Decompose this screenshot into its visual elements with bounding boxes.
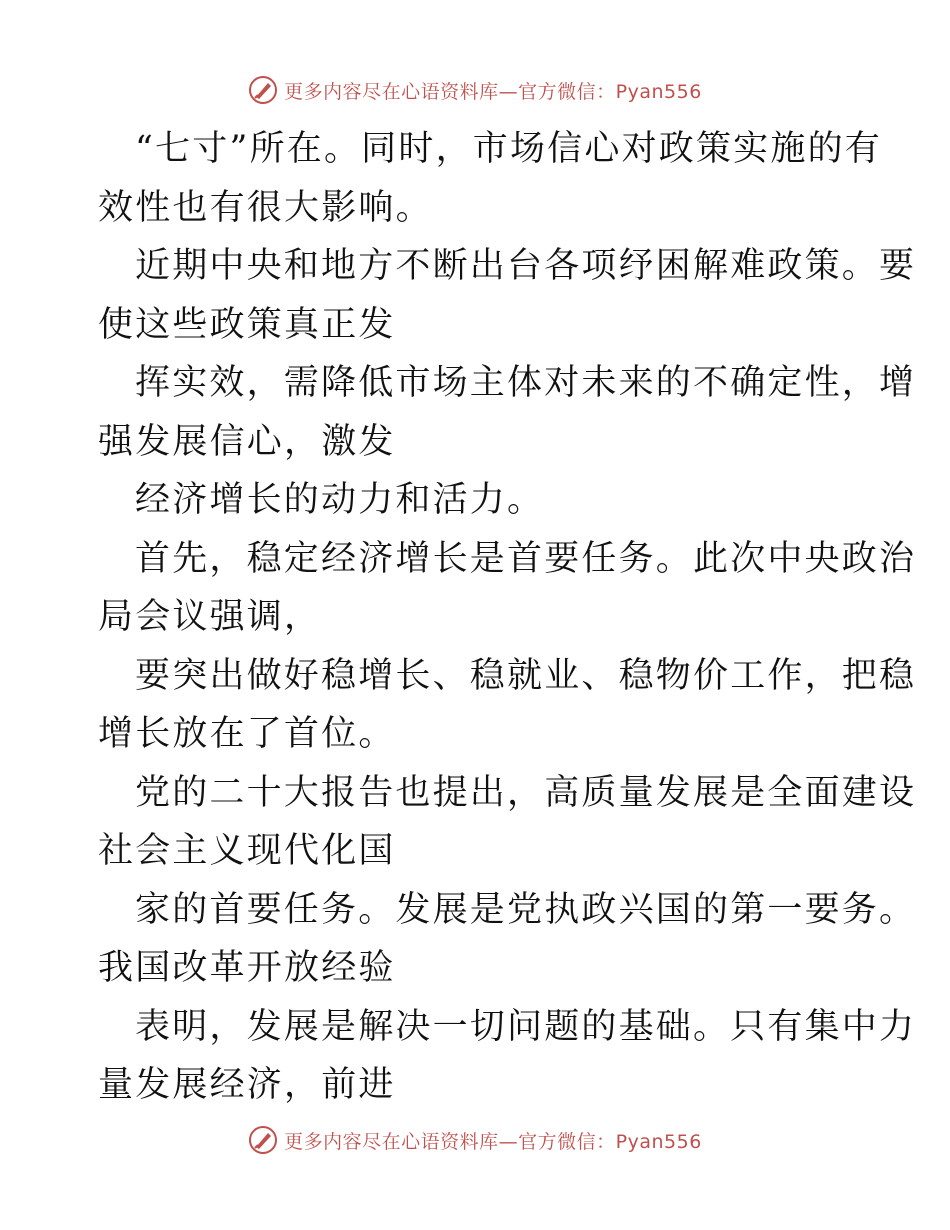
- text-line: 党的二十大报告也提出，高质量发展是全面建设: [135, 772, 917, 813]
- feather-pen-seal-icon: [248, 1125, 278, 1155]
- footer-watermark-banner: [0, 1120, 950, 1160]
- text-line: 表明，发展是解决一切问题的基础。只有集中力: [135, 1006, 917, 1047]
- text-line: 挥实效，需降低市场主体对未来的不确定性，增: [135, 363, 917, 403]
- document-body: [98, 120, 917, 1115]
- text-line: 首先，稳定经济增长是首要任务。此次中央政治: [135, 538, 917, 579]
- text-line: 效性也有很大影响。: [98, 187, 433, 228]
- text-line: 经济增长的动力和活力。: [135, 480, 545, 520]
- text-line: 使这些政策真正发: [98, 304, 396, 345]
- text-line: 家的首要任务。发展是党执政兴国的第一要务。: [135, 889, 917, 930]
- text-line: 强发展信心，激发: [98, 421, 396, 462]
- footer-banner-text: 更多内容尽在心语资料库—官方微信：Pyan556: [284, 1130, 702, 1153]
- text-line: 近期中央和地方不断出台各项纾困解难政策。要: [135, 246, 917, 286]
- text-line: 局会议强调，: [98, 597, 322, 637]
- text-line: 量发展经济，前进: [98, 1065, 396, 1105]
- text-line: 增长放在了首位。: [98, 714, 396, 754]
- text-line: 我国改革开放经验: [98, 948, 396, 988]
- header-watermark-banner: [0, 70, 950, 110]
- text-line: 社会主义现代化国: [98, 831, 396, 871]
- feather-pen-seal-icon: [248, 75, 278, 105]
- text-line: “七寸”所在。同时，市场信心对政策实施的有: [135, 129, 882, 169]
- text-line: 要突出做好稳增长、稳就业、稳物价工作，把稳: [135, 655, 917, 696]
- header-banner-text: 更多内容尽在心语资料库—官方微信：Pyan556: [284, 80, 702, 103]
